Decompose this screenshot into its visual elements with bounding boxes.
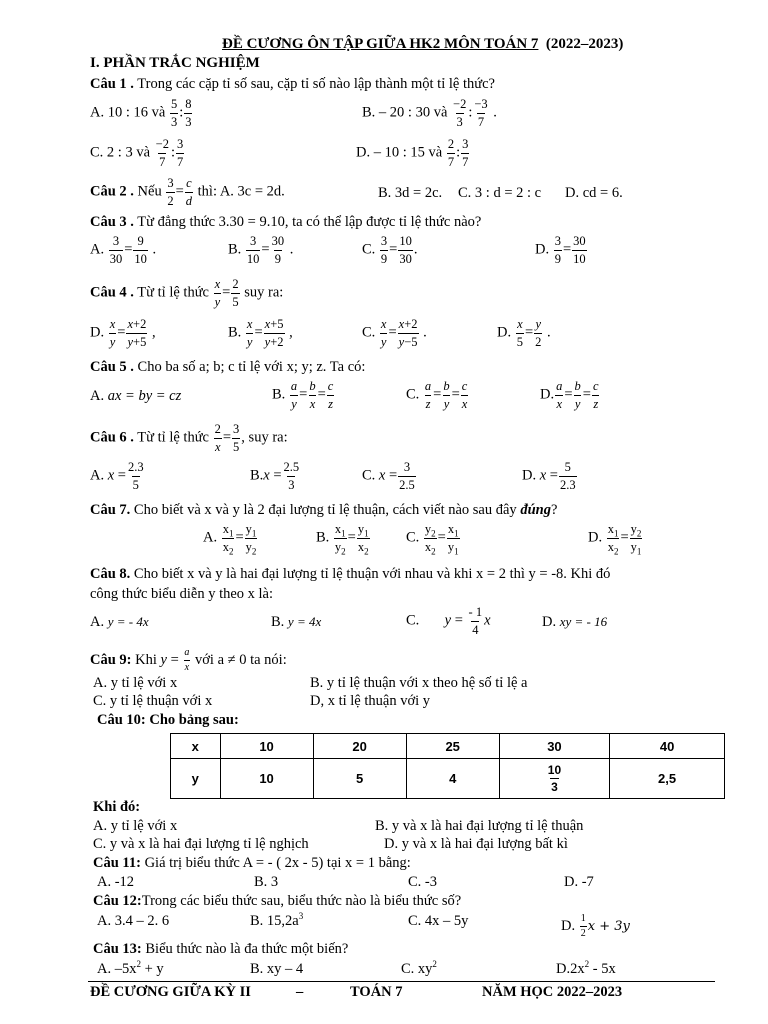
q9-option-a: A. y tỉ lệ với x (93, 675, 178, 691)
q3-option-b: B. $\frac{3}{10}$ = $\frac{30}{9}$ . (228, 234, 294, 266)
q7-text: Cho biết và x và y là 2 đại lượng tỉ lệ thuận, cách viết nào sau đây (133, 502, 517, 518)
q4-a-label: D. (90, 324, 105, 341)
q13-a-text: A. –5x (97, 961, 137, 977)
q13-d-text: D.2x (556, 961, 585, 977)
q8-b-expr: y = 4x (287, 614, 322, 629)
q1-label: Câu 1 . (90, 76, 134, 92)
q9-option-b: B. y tỉ lệ thuận với x theo hệ số tỉ lệ a (310, 675, 528, 691)
q8-option-c: C. y = $\frac{- 1}{4}$ x (406, 605, 491, 637)
table-cell: 20 (313, 734, 406, 759)
q4-option-a: D. $\frac{x}{y}$ = $\frac{x+2}{y+5}$ , (90, 317, 156, 349)
q6-post: , suy ra: (241, 429, 288, 446)
q9-pre: Khi (135, 651, 157, 668)
question-9: Câu 9: Khi y = $\frac{a}{x}$ với a ≠ 0 ta nói: (90, 647, 287, 673)
table-cell: 2,5 (610, 759, 725, 799)
table-cell: 4 (406, 759, 499, 799)
q1-a-label: A. 10 : 16 và (90, 104, 166, 121)
q6-d-label: D. (522, 467, 537, 484)
table-cell-fraction (499, 759, 609, 799)
question-8-line2: công thức biểu diễn y theo x là: (90, 586, 274, 602)
q2-option-d: D. cd = 6. (565, 185, 623, 201)
q12-b-text: B. 15,2a (250, 913, 299, 929)
q7-b-label: B. (316, 529, 330, 546)
q8-d-expr: xy = - 16 (559, 614, 608, 629)
q5-d-label: D. (540, 386, 555, 403)
q8-option-a (90, 614, 149, 631)
q8-b-label: B. (271, 614, 285, 630)
q10-khido: Khi đó: (93, 799, 141, 815)
q4-c-label: C. (362, 324, 376, 341)
q3-b-label: B. (228, 241, 242, 258)
question-6: Câu 6 . Từ tỉ lệ thức $\frac{2}{x}$ = $\frac{3}{5}$ , suy ra: (90, 422, 288, 454)
q13-label: Câu 13: (93, 941, 142, 957)
q13-d-tail: - 5x (589, 961, 616, 977)
title-year: (2022–2023) (545, 36, 624, 52)
q11-label: Câu 11: (93, 855, 141, 871)
q3-option-a: A. $\frac{3}{30}$ = $\frac{9}{10}$ . (90, 234, 157, 266)
q4-option-c: C. $\frac{x}{y}$ = $\frac{x+2}{y-5}$ . (362, 317, 427, 349)
table-row (171, 734, 725, 759)
question-8-line1 (90, 566, 610, 583)
question-10: Câu 10: Cho bảng sau: (97, 712, 239, 728)
q3-c-label: C. (362, 241, 376, 258)
q8-option-b (271, 614, 321, 631)
question-2: Câu 2 . Nếu $\frac{3}{2}$ = $\frac{c}{d}$ thì: A. 3c = 2d. (90, 176, 285, 208)
q4-option-b: B. $\frac{x}{y}$ = $\frac{x+5}{y+2}$ , (228, 317, 293, 349)
q13-option-d: $D.2x^2 - 5x$ (556, 959, 616, 977)
question-7 (90, 502, 557, 519)
q10-option-c: C. y và x là hai đại lượng tỉ lệ nghịch (93, 836, 309, 852)
q7-a-label: A. (203, 529, 218, 546)
q13-c-text: C. xy (401, 961, 433, 977)
footer-dash: – (296, 984, 304, 1000)
q12-option-c: C. 4x – 5y (408, 913, 469, 929)
table-cell: x (171, 734, 221, 759)
q8-label: Câu 8. (90, 566, 131, 582)
q3-d-label: D. (535, 241, 550, 258)
question-11 (93, 855, 411, 872)
footer-year: NĂM HỌC 2022–2023 (482, 984, 623, 1000)
q12-d-label: D. (561, 917, 576, 934)
q9-option-d: D, x tỉ lệ thuận với y (310, 693, 431, 709)
q1-option-b: B. – 20 : 30 và $\frac{-2}{3}$ : $\frac{-3}{7}$ . (362, 97, 497, 129)
q3-option-d: D. $\frac{3}{9}$ = $\frac{30}{10}$ (535, 234, 586, 266)
q3-option-c: C. $\frac{3}{9}$ = $\frac{10}{30}$ . (362, 234, 418, 266)
q12-text: Trong các biểu thức sau, biểu thức nào là biểu thức số? (141, 893, 462, 909)
q7-emphasis: đúng (520, 502, 551, 518)
question-3 (90, 214, 481, 231)
q3-text: Từ đẳng thức 3.30 = 9.10, ta có thể lập được tỉ lệ thức nào? (137, 214, 482, 230)
q10-option-b: B. y và x là hai đại lượng tỉ lệ thuận (375, 818, 584, 834)
q2-option-a: A. 3c = 2d. (219, 183, 285, 200)
q1-c-label: C. 2 : 3 và (90, 144, 151, 161)
q4-post: suy ra: (244, 284, 284, 301)
q6-a-label: A. (90, 467, 105, 484)
q5-option-a (90, 388, 181, 405)
fraction-denominator: 3 (551, 780, 558, 794)
table-cell: 30 (499, 734, 609, 759)
q10-option-d: D. y và x là hai đại lượng bất kì (384, 836, 568, 852)
table-cell: 40 (610, 734, 725, 759)
q3-label: Câu 3 . (90, 214, 134, 230)
q8-d-label: D. (542, 614, 557, 630)
title-text: ĐỀ CƯƠNG ÔN TẬP GIỮA HK2 MÔN TOÁN 7 (222, 36, 539, 52)
q13-option-b: B. xy – 4 (250, 961, 304, 977)
q5-c-label: C. (406, 386, 420, 403)
q4-label: Câu 4 . (90, 284, 134, 301)
q13-option-a: A. $-5x^2 + y$ (97, 959, 164, 977)
q7-c-label: C. (406, 529, 420, 546)
data-table (170, 733, 725, 799)
q6-option-b: B.x = $\frac{2.5}{3}$ (250, 460, 300, 492)
q8-c-label: C. (406, 612, 420, 629)
question-4: Câu 4 . Từ tỉ lệ thức $\frac{x}{y}$ = $\frac{2}{5}$ suy ra: (90, 277, 284, 309)
q4-d-label: D. (497, 324, 512, 341)
q9-label: Câu 9: (90, 651, 132, 668)
q5-b-label: B. (272, 386, 286, 403)
section-heading: I. PHẦN TRẮC NGHIỆM (90, 55, 260, 71)
q7-d-label: D. (588, 529, 603, 546)
table-cell: 5 (313, 759, 406, 799)
footer-subject: TOÁN 7 (350, 984, 403, 1000)
q11-option-b: B. 3 (254, 874, 279, 890)
q11-text: Giá trị biểu thức A = - ( 2x - 5) tại x = 1 bằng: (144, 855, 411, 871)
q1-b-label: B. – 20 : 30 và (362, 104, 448, 121)
q11-option-a: A. -12 (97, 874, 135, 890)
q7-label: Câu 7. (90, 502, 131, 518)
q1-text: Trong các cặp tỉ số sau, cặp tỉ số nào lập thành một tỉ lệ thức? (137, 76, 495, 92)
q1-d-label: D. – 10 : 15 và (356, 144, 443, 161)
q5-text: Cho ba số a; b; c tỉ lệ với x; y; z. Ta có: (137, 359, 366, 375)
q4-option-d: D. $\frac{x}{5}$ = $\frac{y}{2}$ . (497, 317, 551, 349)
footer-left: ĐỀ CƯƠNG GIỮA KỲ II (90, 984, 251, 1000)
q7-option-c: C. $\frac{y_2}{x_2}$ = $\frac{x_1}{y_1}$ (406, 522, 459, 556)
q13-a-tail: + y (140, 961, 164, 977)
q4-pre: Từ tỉ lệ thức (137, 284, 209, 301)
q9-post: với a ≠ 0 ta nói: (195, 651, 287, 668)
q9-option-c: C. y tỉ lệ thuận với x (93, 693, 213, 709)
q3-a-label: A. (90, 241, 105, 258)
q5-option-c: C. $\frac{a}{z}$ = $\frac{b}{y}$ = $\frac{c}{x}$ (406, 379, 468, 411)
q5-option-d: D. $\frac{a}{x}$ = $\frac{b}{y}$ = $\frac{c}{z}$ (540, 379, 599, 411)
q13-option-c: C. $xy^2$ (401, 959, 437, 977)
q6-label: Câu 6 . (90, 429, 134, 446)
q13-text: Biểu thức nào là đa thức một biến? (145, 941, 349, 957)
q6-option-c: C. x = $\frac{3}{2.5}$ (362, 460, 415, 492)
table-cell: 10 (220, 734, 313, 759)
q2-option-c: C. 3 : d = 2 : c (458, 185, 542, 201)
question-5 (90, 359, 365, 376)
table-cell: 25 (406, 734, 499, 759)
q10-option-a: A. y tỉ lệ với x (93, 818, 178, 834)
q7-option-d: D. $\frac{x_1}{x_2}$ = $\frac{y_2}{y_1}$ (588, 522, 642, 556)
q12-option-b: B. $15,2a^3$ (250, 911, 304, 929)
q8-a-label: A. (90, 614, 105, 630)
q1-option-d: D. – 10 : 15 và $\frac{2}{7}$ : $\frac{3}{7}$ (356, 137, 469, 169)
q2-post: thì: (197, 183, 217, 200)
q6-b-label: B. (250, 467, 264, 484)
q6-option-d: D. x = $\frac{5}{2.3}$ (522, 460, 576, 492)
q5-a-label: A. (90, 388, 105, 404)
question-13 (93, 941, 348, 958)
q1-option-a: A. 10 : 16 và $\frac{5}{3}$ : $\frac{8}{3}$ (90, 97, 192, 129)
q5-label: Câu 5 . (90, 359, 134, 375)
q7-option-b: B. $\frac{x_1}{y_2}$ = $\frac{y_1}{x_2}$ (316, 522, 369, 556)
q6-option-a: A. x = $\frac{2.3}{5}$ (90, 460, 144, 492)
q12-option-d: D. $\frac{1}{2}$ x + 3y (561, 913, 630, 939)
q8-text1: Cho biết x và y là hai đại lượng tỉ lệ thuận với nhau và khi x = 2 thì y = -8. Khi đó (133, 566, 611, 582)
q12-option-a: A. 3.4 – 2. 6 (97, 913, 170, 929)
q12-label: Câu 12: (93, 893, 142, 909)
question-12 (93, 893, 461, 910)
question-1 (90, 76, 495, 93)
table-cell: y (171, 759, 221, 799)
q7-option-a: A. $\frac{x_1}{x_2}$ = $\frac{y_1}{y_2}$ (203, 522, 257, 556)
page-title (222, 36, 623, 53)
q2-pre: Nếu (137, 183, 162, 200)
q2-option-b: B. 3d = 2c. (378, 185, 443, 201)
footer-divider (88, 981, 715, 982)
q11-option-d: D. -7 (564, 874, 594, 890)
q5-option-b: B. $\frac{a}{y}$ = $\frac{b}{x}$ = $\frac{c}{z}$ (272, 379, 334, 411)
q6-pre: Từ tỉ lệ thức (137, 429, 209, 446)
q1-option-c: C. 2 : 3 và $\frac{-2}{7}$ : $\frac{3}{7}$ (90, 137, 184, 169)
table-cell: 10 (220, 759, 313, 799)
q8-a-expr: y = - 4x (107, 614, 149, 629)
q8-option-d (542, 614, 607, 631)
table-row (171, 759, 725, 799)
q5-a-expr: ax = by = cz (107, 388, 182, 404)
q4-b-label: B. (228, 324, 242, 341)
fraction-numerator: 10 (547, 763, 562, 777)
q11-option-c: C. -3 (408, 874, 437, 890)
q2-label: Câu 2 . (90, 183, 134, 200)
q7-end: ? (550, 502, 558, 518)
q6-c-label: C. (362, 467, 376, 484)
